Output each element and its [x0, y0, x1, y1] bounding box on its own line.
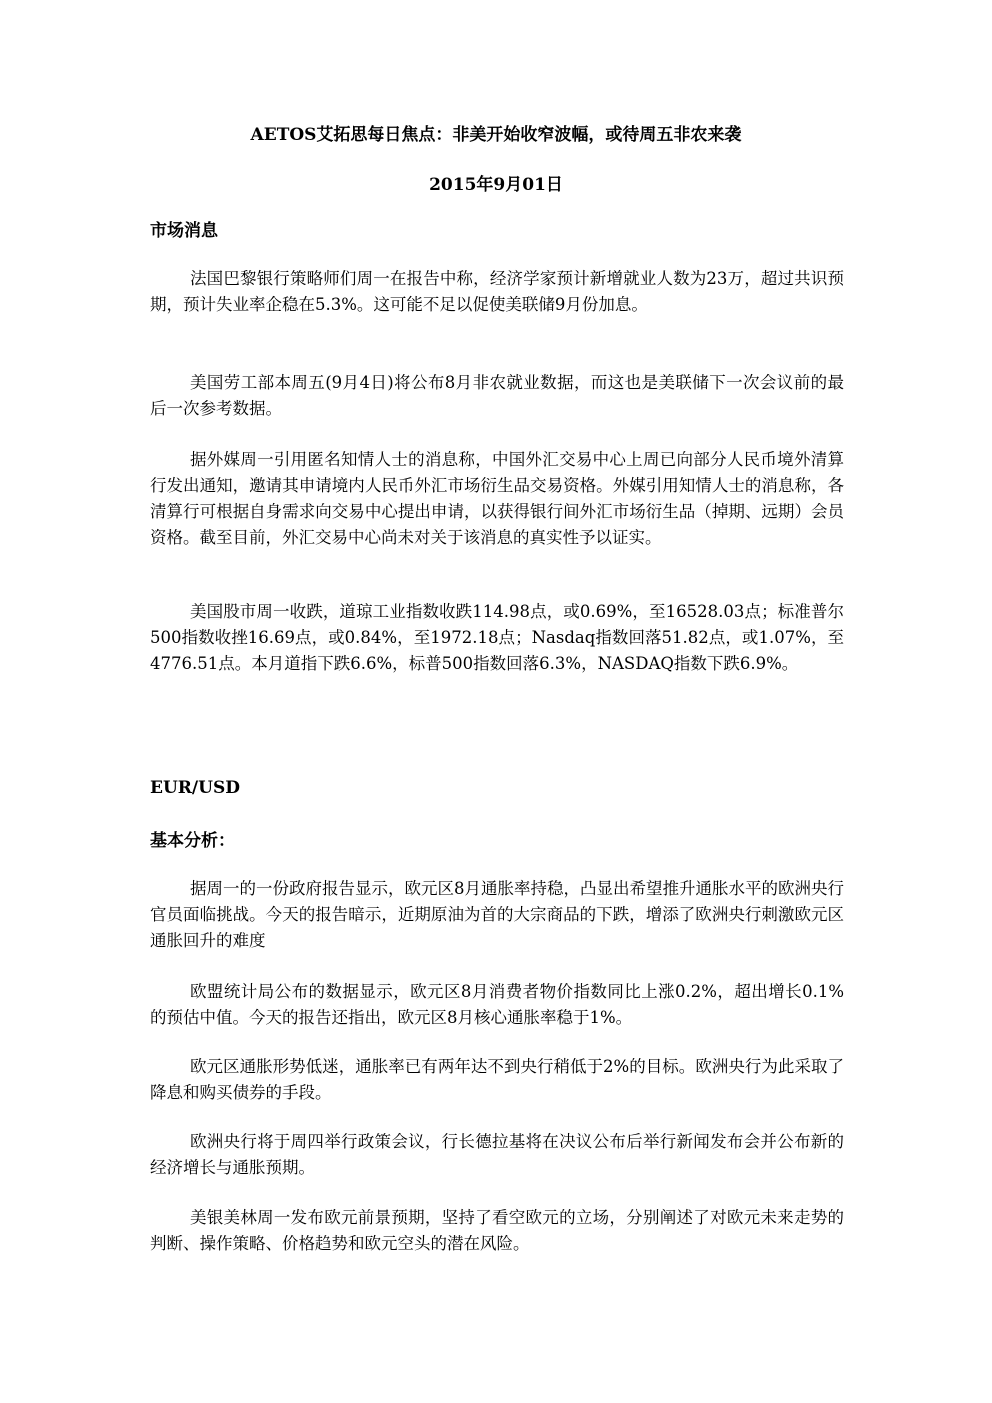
section-heading-market-news: 市场消息 — [150, 221, 218, 241]
document-date: 2015年9月01日 — [429, 175, 563, 195]
section-heading-eurusd: EUR/USD — [150, 778, 240, 798]
market-paragraph-2: 美国劳工部本周五(9月4日)将公布8月非农就业数据，而这也是美联储下一次会议前的最后一次参考数据。 — [150, 373, 844, 418]
eurusd-paragraph-3: 欧元区通胀形势低迷，通胀率已有两年达不到央行稍低于2%的目标。欧洲央行为此采取了降息和购买债券的手段。 — [150, 1057, 844, 1102]
section-subheading-fundamental-analysis: 基本分析： — [150, 831, 235, 851]
eurusd-paragraph-4: 欧洲央行将于周四举行政策会议，行长德拉基将在决议公布后举行新闻发布会并公布新的经济增长与通胀预期。 — [150, 1132, 844, 1177]
eurusd-paragraph-1: 据周一的一份政府报告显示，欧元区8月通胀率持稳，凸显出希望推升通胀水平的欧洲央行官员面临挑战。今天的报告暗示，近期原油为首的大宗商品的下跌，增添了欧洲央行刺激欧元区通胀回升的难度 — [150, 879, 844, 950]
document-title: AETOS艾拓思每日焦点：非美开始收窄波幅，或待周五非农来袭 — [250, 125, 742, 145]
eurusd-paragraph-5: 美银美林周一发布欧元前景预期，坚持了看空欧元的立场，分别阐述了对欧元未来走势的判断、操作策略、价格趋势和欧元空头的潜在风险。 — [150, 1208, 844, 1253]
eurusd-paragraph-2: 欧盟统计局公布的数据显示，欧元区8月消费者物价指数同比上涨0.2%，超出增长0.1%的预估中值。今天的报告还指出，欧元区8月核心通胀率稳于1%。 — [150, 982, 844, 1027]
market-paragraph-3: 据外媒周一引用匿名知情人士的消息称，中国外汇交易中心上周已向部分人民币境外清算行发出通知，邀请其申请境内人民币外汇市场衍生品交易资格。外媒引用知情人士的消息称，各清算行可根据自身需求向交易中心提出申请，以获得银行间外汇市场衍生品（掉期、远期）会员资格。截至目前，外汇交易中心尚未对关于该消息的真实性予以证实。 — [150, 450, 844, 547]
market-paragraph-1: 法国巴黎银行策略师们周一在报告中称，经济学家预计新增就业人数为23万，超过共识预期，预计失业率企稳在5.3%。这可能不足以促使美联储9月份加息。 — [150, 269, 844, 314]
market-paragraph-4: 美国股市周一收跌，道琼工业指数收跌114.98点，或0.69%，至16528.03点；标准普尔500指数收挫16.69点，或0.84%，至1972.18点；Nasdaq指数回落51.82点，或1.07%，至4776.51点。本月道指下跌6.6%，标普500指数回落6.3%，NASDAQ指数下跌6.9%。 — [150, 602, 844, 673]
